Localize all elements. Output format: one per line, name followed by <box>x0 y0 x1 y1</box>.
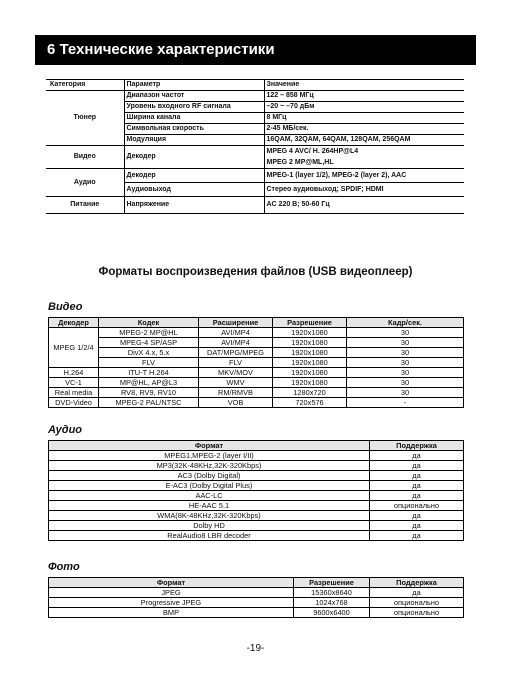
audio-section-title: Аудио <box>48 424 83 436</box>
header-decoder: Декодер <box>49 318 99 328</box>
decoder-cell: VC-1 <box>49 378 99 388</box>
table-row <box>49 471 464 481</box>
table-row <box>49 368 464 378</box>
extension-cell: WMV <box>199 378 273 388</box>
spec-param: Аудиовыход <box>124 183 264 197</box>
spec-param: Напряжение <box>124 197 264 214</box>
format-cell: Progressive JPEG <box>49 598 294 608</box>
spec-value: Стерео аудиовыход; SPDIF; HDMI <box>264 183 464 197</box>
spec-header-row <box>46 80 464 91</box>
spec-value: 16QAM, 32QAM, 64QAM, 128QAM, 256QAM <box>264 135 464 146</box>
spec-category-audio: Аудио <box>46 169 124 197</box>
extension-cell: DAT/MPG/MPEG <box>199 348 273 358</box>
fps-cell: 30 <box>347 338 464 348</box>
spec-param: Декодер <box>124 169 264 183</box>
video-formats-table <box>48 317 464 408</box>
support-cell: опционально <box>370 501 464 511</box>
decoder-cell: DVD-Video <box>49 398 99 408</box>
format-cell: HE-AAC 5.1 <box>49 501 370 511</box>
table-row <box>49 481 464 491</box>
audio-formats-table <box>48 440 464 541</box>
spec-param: Ширина канала <box>124 113 264 124</box>
spec-param: Уровень входного RF сигнала <box>124 102 264 113</box>
support-cell: да <box>370 471 464 481</box>
fps-cell: 30 <box>347 348 464 358</box>
spec-table <box>46 79 464 214</box>
section-banner: 6 Технические характеристики <box>35 35 476 65</box>
spec-header-category: Категория <box>46 80 124 91</box>
spec-value: 2-45 МБ/сек. <box>264 124 464 135</box>
spec-param: Модуляция <box>124 135 264 146</box>
support-cell: да <box>370 511 464 521</box>
table-header-row <box>49 318 464 328</box>
spec-value <box>264 146 464 169</box>
codec-cell: DivX 4.x, 5.x <box>99 348 199 358</box>
header-extension: Расширение <box>199 318 273 328</box>
spec-category-video: Видео <box>46 146 124 169</box>
resolution-cell: 1920x1080 <box>273 348 347 358</box>
format-cell: WMA(8K-48KHz,32K-320Kbps) <box>49 511 370 521</box>
extension-cell: AVI/MP4 <box>199 328 273 338</box>
format-cell: E-AC3 (Dolby Digital Plus) <box>49 481 370 491</box>
spec-row <box>46 91 464 102</box>
support-cell: да <box>370 461 464 471</box>
format-cell: MPEG1,MPEG-2 (layer I/II) <box>49 451 370 461</box>
spec-value: AC 220 В; 50-60 Гц <box>264 197 464 214</box>
table-row <box>49 451 464 461</box>
table-row <box>49 348 464 358</box>
codec-cell: MPEG-4 SP/ASP <box>99 338 199 348</box>
format-cell: Dolby HD <box>49 521 370 531</box>
format-cell: RealAudio8 LBR decoder <box>49 531 370 541</box>
table-row <box>49 358 464 368</box>
codec-cell: ITU-T H.264 <box>99 368 199 378</box>
photo-formats-table <box>48 577 464 618</box>
page-number: -19- <box>246 643 265 654</box>
extension-cell: RM/RMVB <box>199 388 273 398</box>
spec-param: Символьная скорость <box>124 124 264 135</box>
resolution-cell: 720x576 <box>273 398 347 408</box>
table-row <box>49 608 464 618</box>
support-cell: да <box>370 531 464 541</box>
formats-title: Форматы воспроизведения файлов (USB видеоплеер) <box>98 266 413 278</box>
header-codec: Кодек <box>99 318 199 328</box>
header-resolution: Разрешение <box>294 578 370 588</box>
resolution-cell: 1024x768 <box>294 598 370 608</box>
codec-cell: MPEG-2 MP@HL <box>99 328 199 338</box>
decoder-cell: Real media <box>49 388 99 398</box>
table-row <box>49 501 464 511</box>
resolution-cell: 1920x1080 <box>273 368 347 378</box>
header-support: Поддержка <box>370 441 464 451</box>
extension-cell: MKV/MOV <box>199 368 273 378</box>
table-row <box>49 328 464 338</box>
table-header-row <box>49 441 464 451</box>
table-row <box>49 588 464 598</box>
format-cell: AC3 (Dolby Digital) <box>49 471 370 481</box>
fps-cell: 30 <box>347 388 464 398</box>
resolution-cell: 1280x720 <box>273 388 347 398</box>
spec-row <box>46 197 464 214</box>
spec-value: –20 ~ –70 дБм <box>264 102 464 113</box>
spec-value-line: MPEG 4 AVC/ H. 264HP@L4 <box>266 148 359 155</box>
resolution-cell: 9600x6400 <box>294 608 370 618</box>
header-format: Формат <box>49 578 294 588</box>
table-row <box>49 388 464 398</box>
codec-cell: MPEG-2 PAL/NTSC <box>99 398 199 408</box>
support-cell: да <box>370 481 464 491</box>
photo-section-title: Фото <box>48 561 80 573</box>
header-fps: Кадр/сек. <box>347 318 464 328</box>
extension-cell: AVI/MP4 <box>199 338 273 348</box>
format-cell: BMP <box>49 608 294 618</box>
support-cell: опционально <box>370 608 464 618</box>
resolution-cell: 1920x1080 <box>273 358 347 368</box>
codec-cell: MP@HL, AP@L3 <box>99 378 199 388</box>
codec-cell: RV8, RV9, RV10 <box>99 388 199 398</box>
extension-cell: FLV <box>199 358 273 368</box>
table-row <box>49 461 464 471</box>
extension-cell: VOB <box>199 398 273 408</box>
resolution-cell: 15360x8640 <box>294 588 370 598</box>
table-header-row <box>49 578 464 588</box>
support-cell: да <box>370 588 464 598</box>
fps-cell: 30 <box>347 368 464 378</box>
support-cell: да <box>370 451 464 461</box>
spec-category-power: Питание <box>46 197 124 214</box>
resolution-cell: 1920x1080 <box>273 328 347 338</box>
spec-row <box>46 169 464 183</box>
spec-value: MPEG-1 (layer 1/2), MPEG-2 (layer 2), AAC <box>264 169 464 183</box>
support-cell: опционально <box>370 598 464 608</box>
header-resolution: Разрешение <box>273 318 347 328</box>
table-row <box>49 378 464 388</box>
spec-value: 122 – 858 МГц <box>264 91 464 102</box>
resolution-cell: 1920x1080 <box>273 378 347 388</box>
spec-header-parameter: Параметр <box>124 80 264 91</box>
header-format: Формат <box>49 441 370 451</box>
header-support: Поддержка <box>370 578 464 588</box>
fps-cell: - <box>347 398 464 408</box>
resolution-cell: 1920x1080 <box>273 338 347 348</box>
table-row <box>49 398 464 408</box>
support-cell: да <box>370 521 464 531</box>
spec-row <box>46 146 464 169</box>
spec-param: Декодер <box>124 146 264 169</box>
decoder-cell: MPEG 1/2/4 <box>49 328 99 368</box>
codec-cell: FLV <box>99 358 199 368</box>
spec-value-line: MPEG 2 MP@ML,HL <box>266 159 334 166</box>
decoder-cell: H.264 <box>49 368 99 378</box>
spec-header-value: Значение <box>264 80 464 91</box>
fps-cell: 30 <box>347 378 464 388</box>
spec-value: 8 МГц <box>264 113 464 124</box>
fps-cell: 30 <box>347 328 464 338</box>
video-section-title: Видео <box>48 301 83 313</box>
table-row <box>49 511 464 521</box>
format-cell: MP3(32K-48KHz,32K-320Kbps) <box>49 461 370 471</box>
table-row <box>49 531 464 541</box>
format-cell: JPEG <box>49 588 294 598</box>
format-cell: AAC-LC <box>49 491 370 501</box>
spec-param: Диапазон частот <box>124 91 264 102</box>
fps-cell: 30 <box>347 358 464 368</box>
table-row <box>49 491 464 501</box>
spec-category-tuner: Тюнер <box>46 91 124 146</box>
table-row <box>49 338 464 348</box>
table-row <box>49 598 464 608</box>
support-cell: да <box>370 491 464 501</box>
table-row <box>49 521 464 531</box>
